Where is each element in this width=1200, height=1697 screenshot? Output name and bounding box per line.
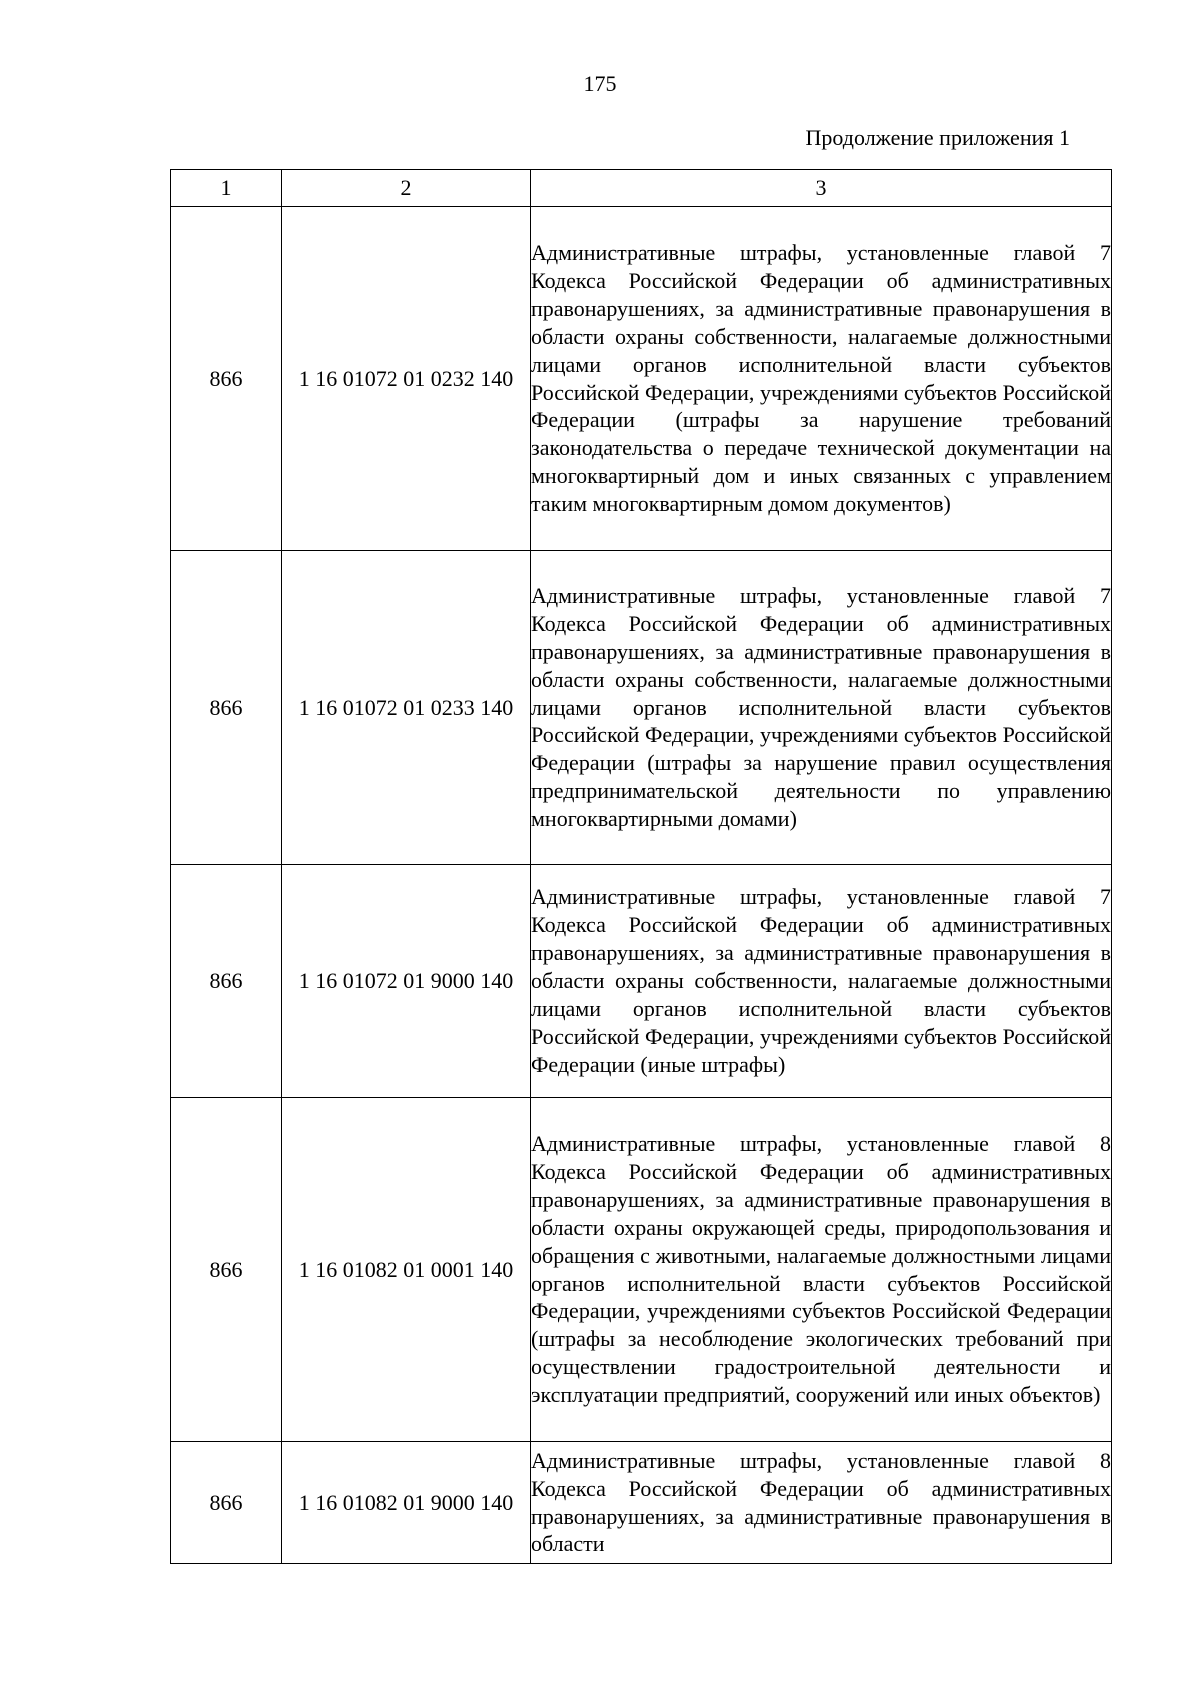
table-row [171,1098,1112,1442]
budget-codes-table [170,169,1112,1564]
budget-classification-code-cell: 1 16 01082 01 0001 140 [282,1098,531,1442]
budget-classification-code-cell: 1 16 01072 01 0233 140 [282,551,531,865]
revenue-description-cell: Административные штрафы, установленные главой 8 Кодекса Российской Федерации об административных правонарушениях, за административные правонарушения в области [531,1442,1112,1564]
budget-classification-code-cell: 1 16 01072 01 0232 140 [282,207,531,551]
table-row [171,865,1112,1098]
page-number: 175 [583,71,617,96]
administrator-code-cell: 866 [171,865,282,1098]
table-row [171,1442,1112,1564]
revenue-description-cell: Административные штрафы, установленные главой 8 Кодекса Российской Федерации об административных правонарушениях, за административные правонарушения в области охраны окружающей среды, природопользования и обращения с животными, налагаемые должностными лицами органов исполнительной власти субъектов Российской Федерации, учреждениями субъектов Российской Федерации (штрафы за несоблюдение экологических требований при осуществлении градостроительной деятельности и эксплуатации предприятий, сооружений или иных объектов) [531,1098,1112,1442]
revenue-description-cell: Административные штрафы, установленные главой 7 Кодекса Российской Федерации об административных правонарушениях, за административные правонарушения в области охраны собственности, налагаемые должностными лицами органов исполнительной власти субъектов Российской Федерации, учреждениями субъектов Российской Федерации (иные штрафы) [531,865,1112,1098]
column-header-3: 3 [531,170,1112,207]
administrator-code-cell: 866 [171,1442,282,1564]
revenue-description-cell: Административные штрафы, установленные главой 7 Кодекса Российской Федерации об административных правонарушениях, за административные правонарушения в области охраны собственности, налагаемые должностными лицами органов исполнительной власти субъектов Российской Федерации, учреждениями субъектов Российской Федерации (штрафы за нарушение правил осуществления предпринимательской деятельности по управлению многоквартирными домами) [531,551,1112,865]
administrator-code-cell: 866 [171,207,282,551]
table-row [171,551,1112,865]
administrator-code-cell: 866 [171,1098,282,1442]
column-header-2: 2 [282,170,531,207]
column-header-1: 1 [171,170,282,207]
table-header-row [171,170,1112,207]
administrator-code-cell: 866 [171,551,282,865]
appendix-continuation-label: Продолжение приложения 1 [805,125,1070,150]
table-row [171,207,1112,551]
revenue-description-cell: Административные штрафы, установленные главой 7 Кодекса Российской Федерации об административных правонарушениях, за административные правонарушения в области охраны собственности, налагаемые должностными лицами органов исполнительной власти субъектов Российской Федерации, учреждениями субъектов Российской Федерации (штрафы за нарушение требований законодательства о передаче технической документации на многоквартирный дом и иных связанных с управлением таким многоквартирным домом документов) [531,207,1112,551]
budget-classification-code-cell: 1 16 01072 01 9000 140 [282,865,531,1098]
budget-classification-code-cell: 1 16 01082 01 9000 140 [282,1442,531,1564]
